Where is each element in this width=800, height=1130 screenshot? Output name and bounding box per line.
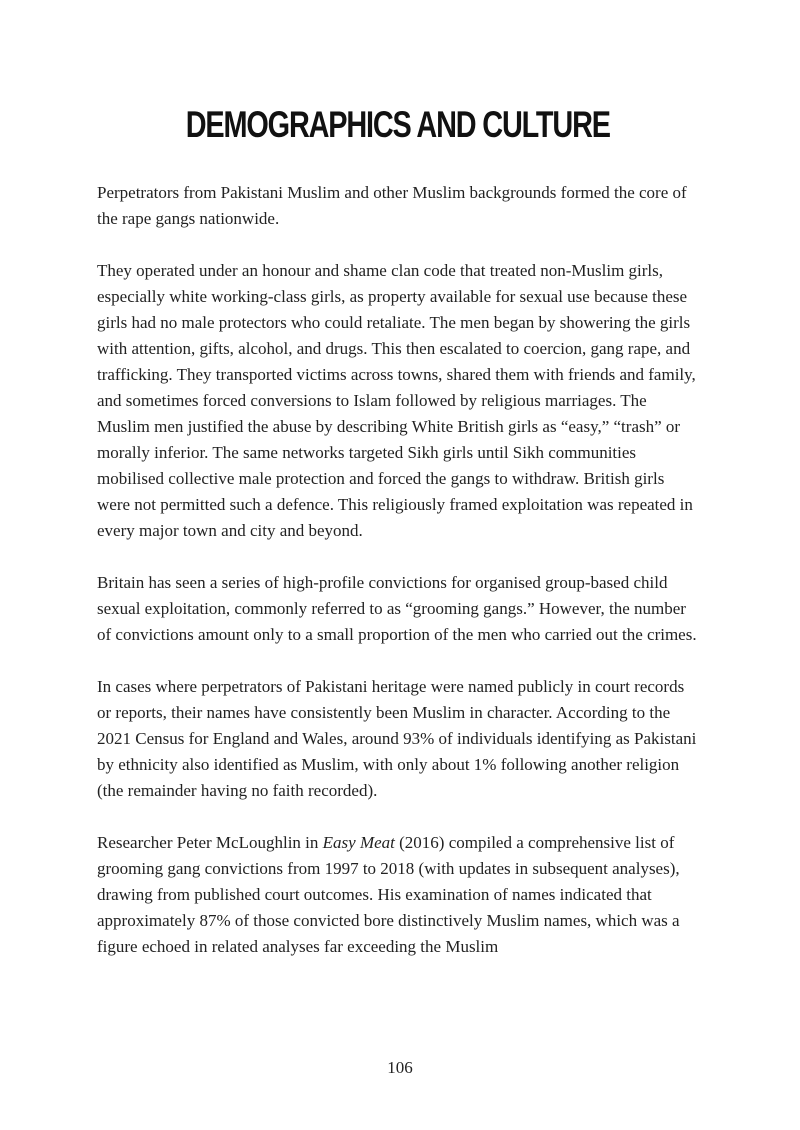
paragraph-4: In cases where perpetrators of Pakistani heritage were named publicly in court records or reports, their names have consistently been Muslim in character. According to the 2021 Census for England and Wales, around 93% of individuals identifying as Pakistani by ethnicity also identified as Muslim, with only about 1% following another religion (the remainder having no faith recorded). — [97, 677, 697, 800]
paragraph-5-after: (2016) compiled a comprehensive list of grooming gang convictions from 1997 to 2018 (with updates in subsequent analyses), drawing from published court outcomes. His examination of names indicated that approximately 87% of those convicted bore distinctively Muslim names, which was a figure echoed in related analyses far exceeding the Muslim — [97, 833, 680, 956]
paragraph-5 — [97, 830, 697, 960]
paragraph-2: They operated under an honour and shame clan code that treated non-Muslim girls, especially white working-class girls, as property available for sexual use because these girls had no male protectors who could retaliate. The men began by showering the girls with attention, gifts, alcohol, and drugs. This then escalated to coercion, gang rape, and trafficking. They transported victims across towns, shared them with friends and family, and sometimes forced conversions to Islam followed by religious marriages. The Muslim men justified the abuse by describing White British girls as “easy,” “trash” or morally inferior. The same networks targeted Sikh girls until Sikh communities mobilised collective male protection and forced the gangs to withdraw. British girls were not permitted such a defence. This religiously framed exploitation was repeated in every major town and city and beyond. — [97, 261, 696, 540]
paragraph-3: Britain has seen a series of high-profile convictions for organised group-based child sexual exploitation, commonly referred to as “grooming gangs.” However, the number of convictions amount only to a small proportion of the men who carried out the crimes. — [97, 573, 697, 644]
book-title: Easy Meat — [322, 833, 395, 852]
page-number: 106 — [387, 1058, 413, 1077]
page-heading: DEMOGRAPHICS AND CULTURE — [185, 104, 610, 145]
paragraph-5-before: Researcher Peter McLoughlin in — [97, 833, 323, 852]
body-text — [97, 180, 697, 986]
paragraph-1: Perpetrators from Pakistani Muslim and other Muslim backgrounds formed the core of the rape gangs nationwide. — [97, 183, 687, 228]
